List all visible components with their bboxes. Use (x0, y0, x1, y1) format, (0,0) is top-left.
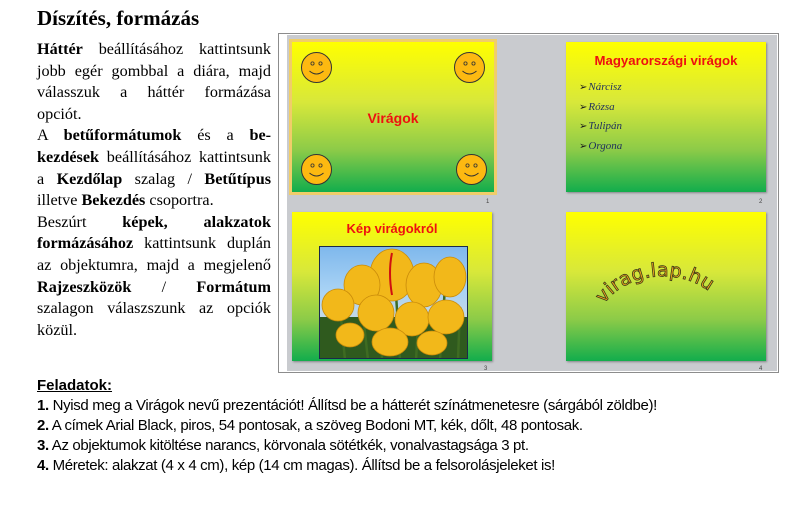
svg-text:virag.lap.hu (591, 259, 718, 307)
bold-term: képek, alakzatok formázásához (37, 212, 271, 253)
page-title: Díszítés, formázás (37, 6, 200, 30)
slide-2-bullet-list (579, 80, 622, 159)
bold-term: bekezdések (37, 126, 272, 166)
slide-3-title: Kép virágokról (346, 221, 438, 236)
arrow-bullet-icon: ➢ (579, 141, 588, 153)
slide-sorter-panel (278, 33, 779, 373)
wordart-arc (566, 212, 766, 361)
paragraph-background (37, 39, 271, 125)
bold-term: Formátum (196, 277, 271, 296)
task-item: 2. A címek Arial Black, piros, 54 pontosak, a szöveg Bodoni MT, kék, dőlt, 48 pontosak. (37, 417, 583, 434)
bold-term: Bekezdés (81, 191, 146, 210)
tasks-heading: Feladatok: (37, 377, 113, 394)
smiley-face-icon (301, 154, 332, 185)
slide-2-thumbnail[interactable] (566, 42, 766, 192)
list-item: ➢Nárcisz (579, 81, 622, 93)
bold-term: Rajzeszközök (37, 277, 132, 296)
slide-4-number: 4 (759, 366, 763, 372)
arrow-bullet-icon: ➢ (579, 101, 588, 113)
text-run: Beszúrt (37, 212, 123, 231)
tasks-section (37, 376, 657, 476)
text-run: csoportra. (145, 191, 214, 210)
paragraph-objects (37, 212, 271, 342)
slide-1-title: Virágok (367, 110, 419, 126)
text-run: beállításához kattintsunk jobb egér gombbal a diára, majd válasszuk a háttér formázása opciót. (37, 40, 271, 123)
bold-term: Kezdőlap (56, 169, 123, 188)
slide-1-number: 1 (486, 199, 490, 205)
text-run: / (131, 277, 197, 296)
slide-1-thumbnail[interactable] (292, 42, 494, 192)
slide-3-thumbnail[interactable] (292, 212, 492, 361)
text-run: illetve (37, 191, 82, 210)
smiley-face-icon (456, 154, 487, 185)
task-item: 4. Méretek: alakzat (4 x 4 cm), kép (14 cm magas). Állítsd be a felsorolásjeleket is! (37, 457, 555, 474)
text-run: szalag / (122, 169, 205, 188)
tulip-photo (319, 246, 468, 359)
bold-term: Betűtípus (204, 169, 271, 188)
bold-term: betűformátumok (63, 126, 182, 145)
slide-sorter-background (287, 35, 777, 371)
task-item: 3. Az objektumok kitöltése narancs, körvonala sötétkék, vonalvastagsága 3 pt. (37, 437, 529, 454)
smiley-face-icon (301, 52, 332, 83)
list-item: ➢Orgona (579, 140, 623, 153)
paragraph-fonts (37, 125, 271, 211)
bold-term: Háttér (37, 40, 83, 58)
text-run: kattintsunk duplán az objektumra, majd a megjelenő (37, 234, 271, 274)
slide-3-number: 3 (484, 366, 488, 372)
list-item: ➢Tulipán (579, 120, 623, 133)
arrow-bullet-icon: ➢ (579, 121, 588, 133)
slide-4-thumbnail[interactable] (566, 212, 766, 361)
text-run: A (37, 126, 64, 145)
instructions-text (37, 39, 271, 341)
smiley-face-icon (454, 52, 485, 83)
task-item: 1. Nyisd meg a Virágok nevű prezentációt! Állítsd be a hátterét színátmenetesre (sárgából zöldbe)! (37, 397, 657, 414)
tulip-image (320, 247, 468, 359)
slide-2-title: Magyarországi virágok (594, 53, 738, 68)
slide-2-number: 2 (759, 199, 763, 205)
wordart-text: virag.lap.hu (590, 259, 719, 308)
list-item: ➢Rózsa (579, 100, 615, 113)
text-run: beállításához kattintsunk a (37, 147, 271, 188)
text-run: szalagon válaszszunk az opciók közül. (37, 299, 271, 339)
arrow-bullet-icon: ➢ (579, 82, 588, 93)
text-run: és a (181, 126, 250, 145)
